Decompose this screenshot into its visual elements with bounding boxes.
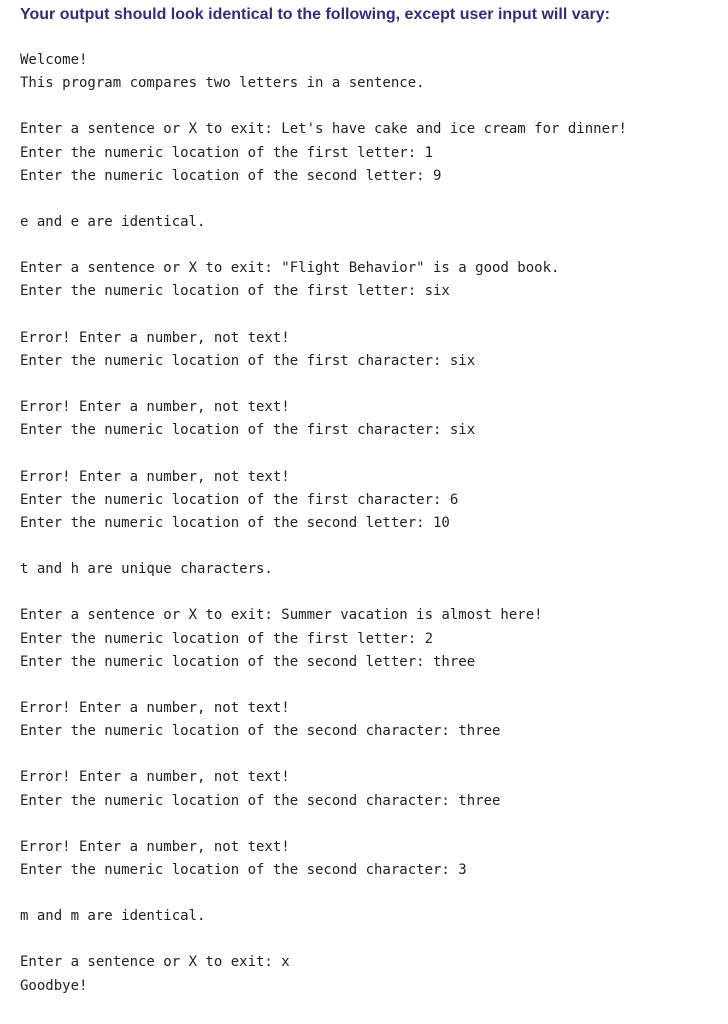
console-line: Enter a sentence or X to exit: "Flight Behavior" is a good book. — [20, 260, 560, 277]
console-line: This program compares two letters in a sentence. — [20, 75, 425, 92]
blank-line — [20, 95, 725, 118]
console-line: t and h are unique characters. — [20, 561, 273, 578]
console-line: Enter the numeric location of the second character: 3 — [20, 861, 467, 878]
console-line: Enter the numeric location of the first character: six — [20, 352, 476, 369]
blank-line — [20, 304, 725, 327]
console-line: Error! Enter a number, not text! — [20, 468, 290, 485]
blank-line — [20, 928, 725, 951]
console-line: Error! Enter a number, not text! — [20, 838, 290, 855]
blank-line — [20, 234, 725, 257]
console-line: Enter a sentence or X to exit: Let's have cake and ice cream for dinner! — [20, 121, 627, 138]
console-line: Error! Enter a number, not text! — [20, 399, 290, 416]
console-line: Enter the numeric location of the first letter: 1 — [20, 144, 434, 161]
console-line: Enter a sentence or X to exit: Summer vacation is almost here! — [20, 607, 543, 624]
blank-line — [20, 535, 725, 558]
blank-line — [20, 674, 725, 697]
console-line: Enter the numeric location of the first character: 6 — [20, 491, 459, 508]
console-line: Enter the numeric location of the second character: three — [20, 723, 501, 740]
console-line: Error! Enter a number, not text! — [20, 329, 290, 346]
console-line: Error! Enter a number, not text! — [20, 699, 290, 716]
console-line: Enter the numeric location of the second letter: 10 — [20, 514, 450, 531]
instruction-heading: Your output should look identical to the following, except user input will vary: — [20, 6, 610, 23]
console-line: Enter the numeric location of the first character: six — [20, 422, 476, 439]
blank-line — [20, 373, 725, 396]
console-line: Enter a sentence or X to exit: x — [20, 954, 290, 971]
console-line: Error! Enter a number, not text! — [20, 769, 290, 786]
console-line: m and m are identical. — [20, 908, 206, 925]
console-line: Enter the numeric location of the second letter: three — [20, 653, 476, 670]
console-line: Goodbye! — [20, 977, 88, 994]
blank-line — [20, 813, 725, 836]
console-line: Enter the numeric location of the second character: three — [20, 792, 501, 809]
blank-line — [20, 581, 725, 604]
console-line: e and e are identical. — [20, 213, 206, 230]
console-line: Enter the numeric location of the first letter: 2 — [20, 630, 434, 647]
blank-line — [20, 882, 725, 905]
blank-line — [20, 743, 725, 766]
console-output — [20, 49, 725, 998]
console-line: Enter the numeric location of the first letter: six — [20, 283, 450, 300]
console-line: Welcome! — [20, 52, 88, 68]
blank-line — [20, 188, 725, 211]
blank-line — [20, 442, 725, 465]
console-line: Enter the numeric location of the second letter: 9 — [20, 167, 442, 184]
